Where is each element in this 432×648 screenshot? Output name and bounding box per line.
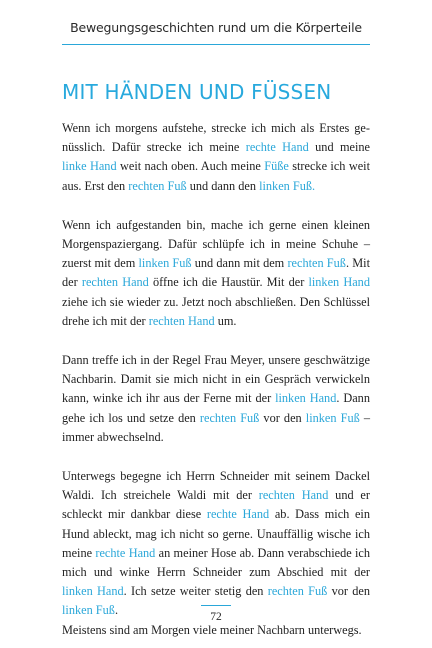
text-run: und er schleckt mir dankbar diese <box>62 488 370 522</box>
highlighted-term: linken Hand <box>275 391 337 406</box>
paragraph <box>62 351 370 447</box>
chapter-title: MIT HÄNDEN UND FÜSSEN <box>62 80 332 104</box>
text-run: . <box>114 603 119 618</box>
highlighted-term: rechten Hand <box>81 275 149 290</box>
highlighted-term: linken Fuß <box>305 410 360 425</box>
text-run: Wenn ich morgens aufstehe, strecke ich mich als Erstes genüsslich. Dafür strecke ich meine <box>62 121 370 155</box>
page-number: 72 <box>210 611 222 623</box>
paragraph <box>62 119 370 196</box>
text-run: strecke ich weit aus. Erst den <box>62 159 370 193</box>
text-run: Unterwegs begegne ich Herrn Schneider mit seinem Dackel Waldi. Ich streichele Waldi mit der <box>62 469 370 503</box>
running-header: Bewegungsgeschichten rund um die Körperteile <box>70 20 362 35</box>
text-run: ziehe ich sie wieder zu. Jetzt noch abschließen. Den Schlüssel drehe ich mit der <box>62 294 370 328</box>
text-run: öffne ich die Haustür. Mit der <box>148 275 309 290</box>
text-run: . Mit der <box>62 256 370 290</box>
highlighted-term: rechte Hand <box>95 545 156 560</box>
text-run: vor den <box>327 584 370 599</box>
text-run: und dann mit dem <box>191 256 288 271</box>
paragraph <box>62 467 370 621</box>
highlighted-term: linken Hand <box>308 275 370 290</box>
highlighted-term: rechten Fuß <box>128 178 187 193</box>
text-run: an meiner Hose ab. Dann verabschiede ich mich und winke Herrn Schneider zum Abschied mit der <box>62 545 371 580</box>
highlighted-term: linken Fuß <box>138 256 192 271</box>
highlighted-term: linke Hand <box>62 159 117 174</box>
highlighted-term: linken Hand <box>62 584 124 599</box>
text-run: Wenn ich aufgestanden bin, mache ich gerne einen kleinen Morgenspaziergang. Dafür schlüpfe ich in meine Schuhe – zuerst mit dem <box>62 217 370 271</box>
highlighted-term: Füße <box>264 159 289 174</box>
highlighted-term: rechte Hand <box>245 140 309 155</box>
highlighted-term: rechten Hand <box>258 488 329 503</box>
story-text <box>62 119 370 640</box>
header-divider <box>62 44 370 45</box>
text-run: vor den <box>259 410 306 425</box>
footer-divider <box>201 605 231 606</box>
highlighted-term: rechten Fuß <box>287 256 346 271</box>
text-run: und meine <box>308 140 370 155</box>
text-run: . Ich setze weiter stetig den <box>123 584 268 599</box>
highlighted-term: rechten Fuß <box>267 584 328 599</box>
text-run: und dann den <box>186 178 260 193</box>
highlighted-term: rechten Fuß <box>199 410 260 425</box>
highlighted-term: linken Fuß <box>62 603 115 618</box>
paragraph <box>62 216 370 331</box>
highlighted-term: rechten Hand <box>148 313 215 328</box>
paragraph <box>62 621 370 640</box>
text-run: weit nach oben. Auch meine <box>116 159 265 174</box>
highlighted-term: rechte Hand <box>206 507 270 522</box>
text-run: um. <box>214 313 237 328</box>
highlighted-term: linken Fuß. <box>259 178 316 193</box>
text-run: Dann treffe ich in der Regel Frau Meyer, unsere geschwätzige Nachbarin. Damit sie mich nicht in ein Gespräch verwickeln kann, winke ich ihr aus der Ferne mit der <box>62 353 370 406</box>
text-run: Meistens sind am Morgen viele meiner Nachbarn unterwegs. <box>62 622 362 637</box>
text-run: ab. Dass mich ein Hund ableckt, mag ich nicht so gerne. Unauffällig wische ich meine <box>62 507 370 560</box>
text-run: – immer abwechselnd. <box>62 410 370 444</box>
text-run: . Dann gehe ich los und setze den <box>62 391 370 425</box>
